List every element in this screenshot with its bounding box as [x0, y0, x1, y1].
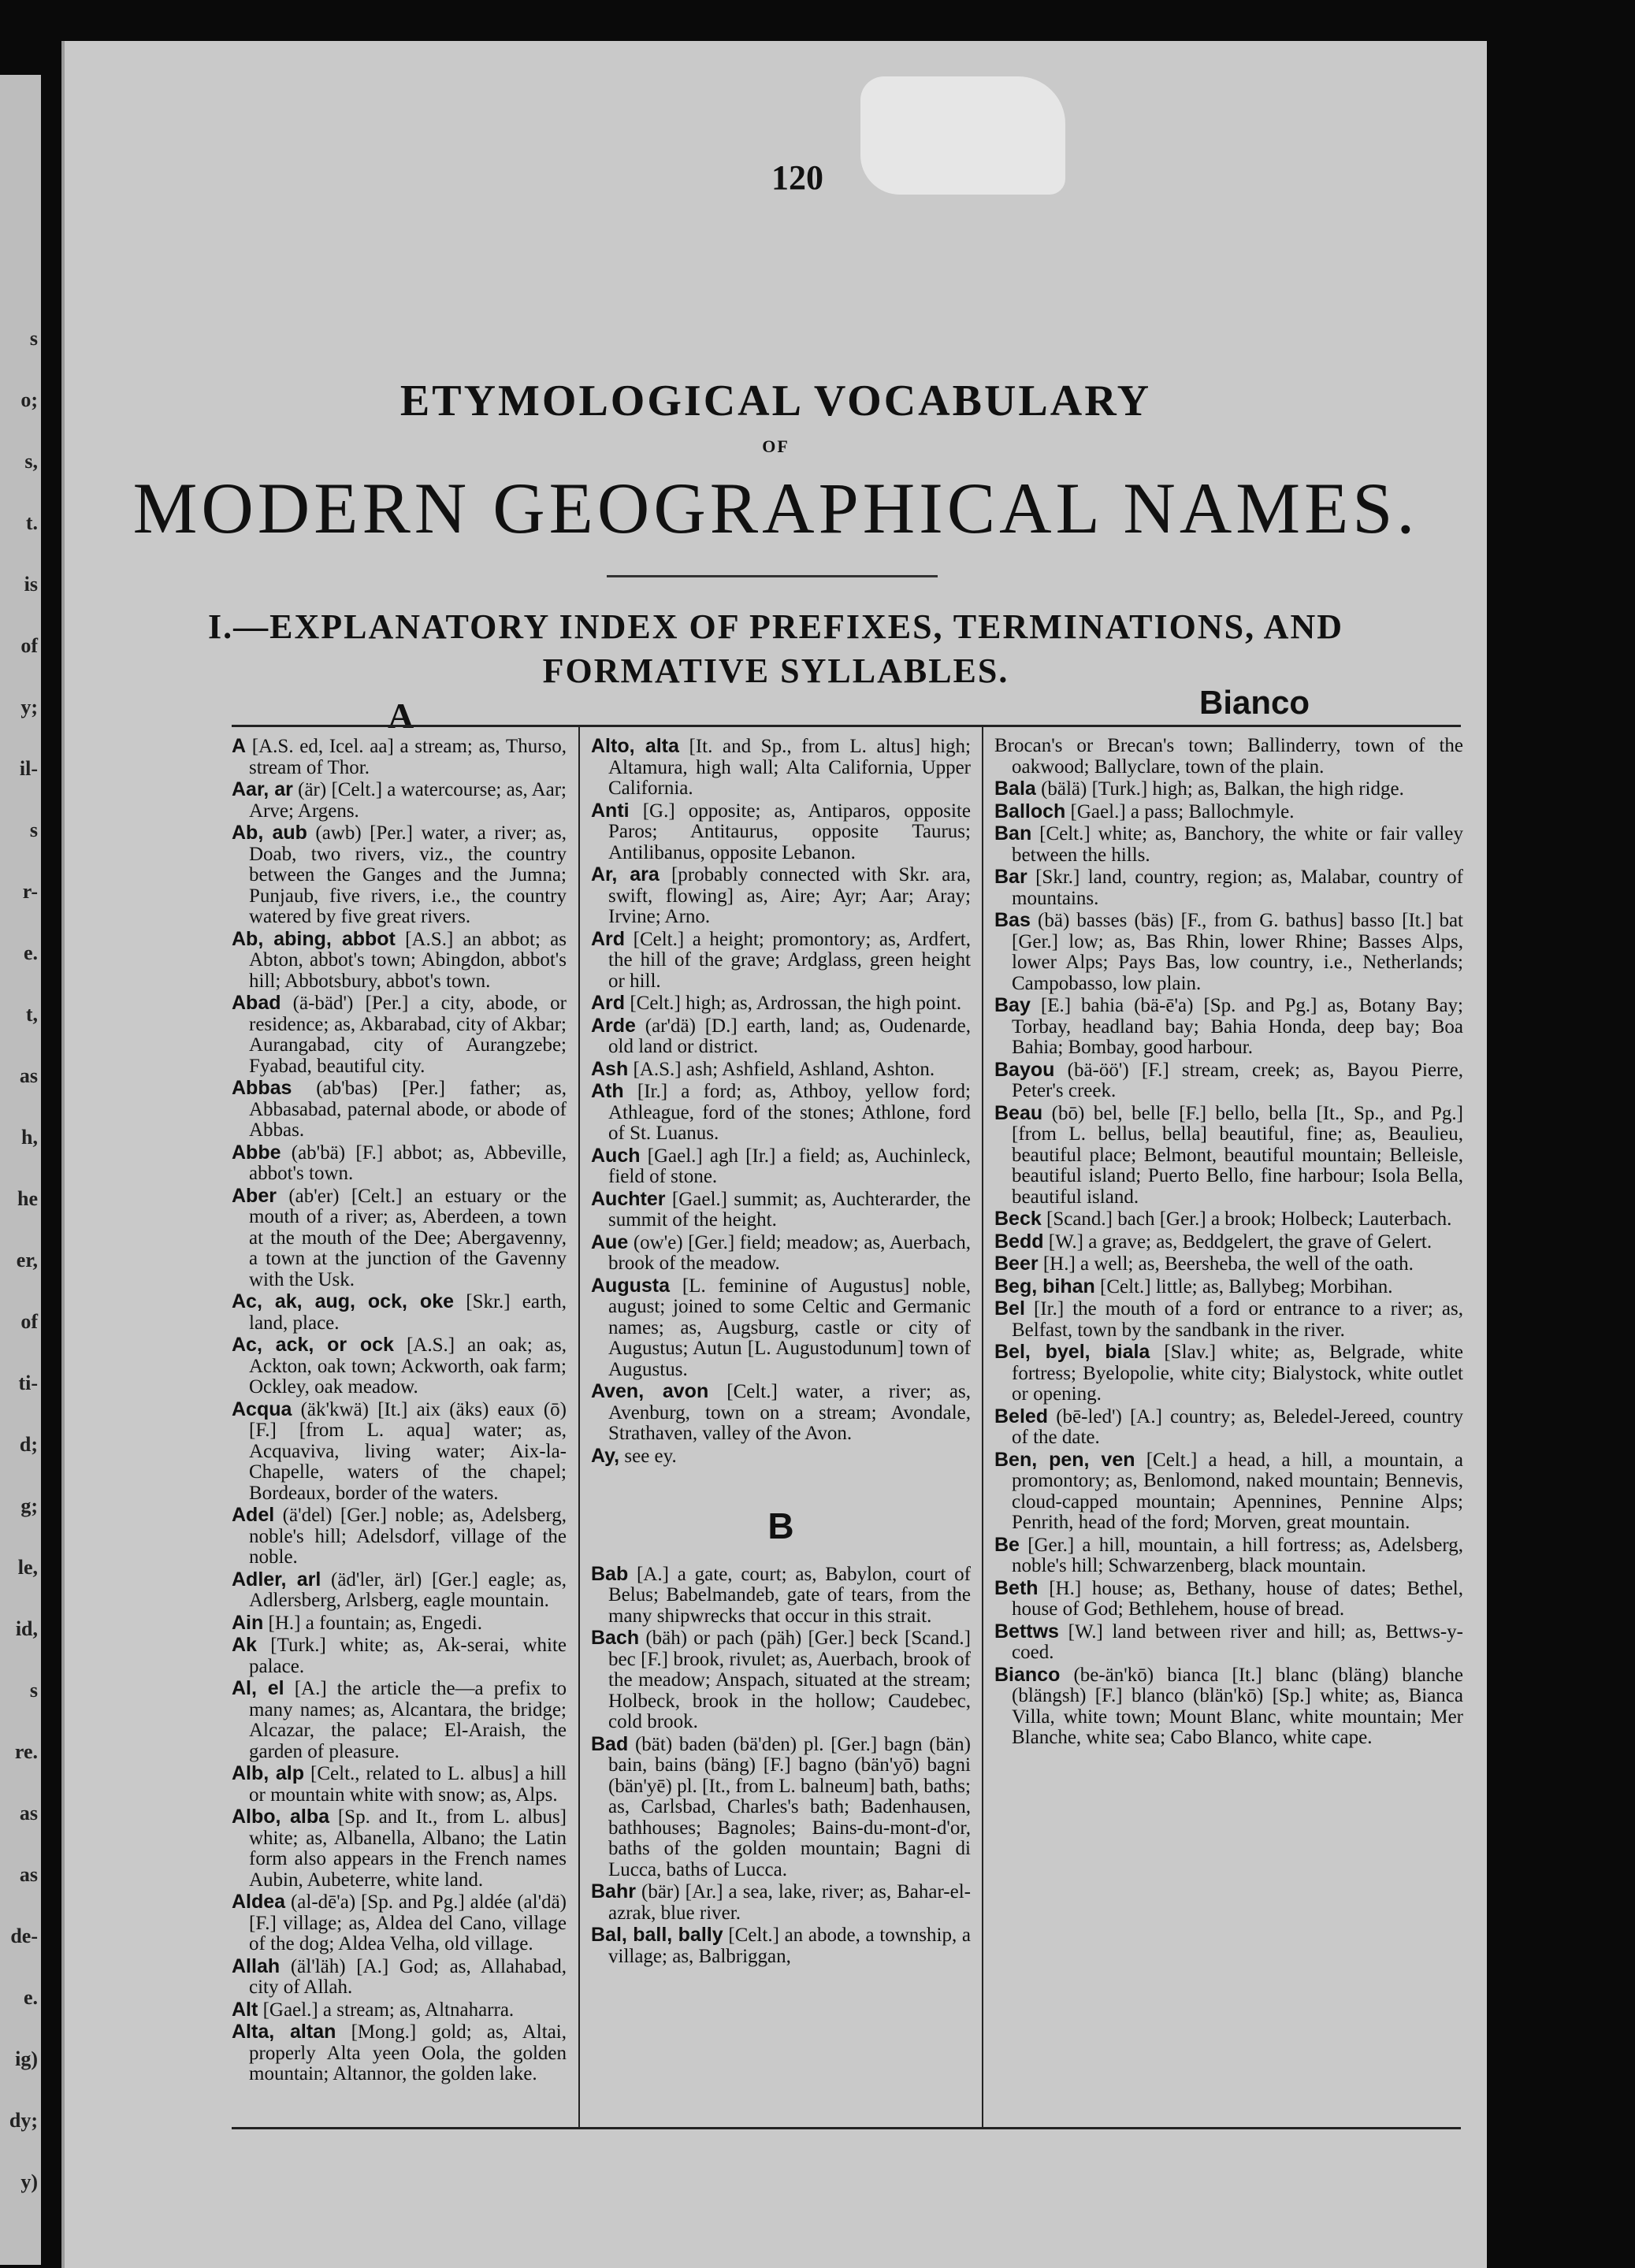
dictionary-entry — [591, 1015, 971, 1058]
margin-fragment: of — [20, 634, 38, 657]
dictionary-entry — [591, 864, 971, 928]
dictionary-entry — [232, 929, 567, 993]
dictionary-entry — [994, 1276, 1463, 1298]
margin-fragment: er, — [16, 1249, 38, 1271]
dictionary-entry — [994, 1535, 1463, 1577]
entry-definition: (ab'bas) [Per.] father; as, Abbasabad, paternal abode, or abode of Abbas. — [249, 1078, 567, 1141]
entry-definition: (ab'bä) [F.] abbot; as, Abbeville, abbot's town. — [249, 1141, 567, 1184]
entry-definition: [A.S.] ash; Ashfield, Ashland, Ashton. — [633, 1058, 935, 1080]
dictionary-entry — [591, 1925, 971, 1967]
margin-fragment: ti- — [18, 1372, 38, 1394]
entry-definition: [Celt.] a height; promontory; as, Ardfert, the hill of the grave; Ardglass, green height or hill. — [608, 928, 971, 992]
column-divider — [982, 725, 983, 2127]
entry-headword: Aldea — [232, 1891, 286, 1913]
entry-definition: (ab'er) [Celt.] an estuary or the mouth of a river; as, Aberdeen, a town at the mouth of the Dee; Abergavenny, a town at the junction of the Gavenny with the Usk. — [249, 1185, 567, 1290]
entry-headword: Balloch — [994, 800, 1066, 822]
dictionary-entry — [232, 1678, 567, 1762]
entry-headword: Ab, abing, abbot — [232, 927, 396, 950]
entry-definition: (ow'e) [Ger.] field; meadow; as, Auerbach, brook of the meadow. — [608, 1231, 972, 1274]
margin-fragment: de- — [10, 1925, 38, 1947]
entry-headword: Be — [994, 1533, 1020, 1556]
entry-definition: [Gael.] summit; as, Auchterarder, the summit of the height. — [608, 1188, 972, 1231]
entry-definition: [H.] a well; as, Beersheba, the well of the oath. — [1042, 1253, 1414, 1275]
dictionary-entry — [994, 1298, 1463, 1341]
entry-definition: [Celt., related to L. albus] a hill or mountain white with snow; as, Alps. — [249, 1763, 567, 1806]
dictionary-entry — [232, 1763, 567, 1806]
dictionary-entry — [232, 1186, 567, 1291]
entry-definition: [Mong.] gold; as, Altai, properly Alta yeen Oola, the golden mountain; Altannor, the golden lake. — [249, 2021, 567, 2084]
dictionary-entry — [232, 1613, 567, 1635]
column-header-letter: A — [388, 696, 414, 736]
bottom-rule — [232, 2127, 1461, 2129]
entry-definition: (awb) [Per.] water, a river; as, Doab, two rivers, viz., the country between the Ganges and the Jumna; Punjaub, five rivers, i.e., the country watered by five great rivers. — [249, 822, 567, 927]
title-line-1: ETYMOLOGICAL VOCABULARY — [399, 377, 1152, 425]
entry-headword: Alto, alta — [591, 735, 679, 757]
running-header-word: Bianco — [1199, 684, 1310, 721]
dictionary-entry — [232, 1399, 567, 1505]
dictionary-entry — [994, 1231, 1463, 1253]
entry-definition: (bät) baden (bä'den) pl. [Ger.] bagn (bän) bain, bains (bäng) [F.] bagno (bän'yō) bagni (bän'yē) pl. [It., from L. balneum] bath, baths; as, Carlsbad, Charles's bath; Badenhausen, bathhouses; Bagnoles; Bains-du-mont-d'or, baths of the golden mountain; Bagni di Lucca, baths of Lucca. — [608, 1733, 971, 1880]
torn-paper-patch — [860, 76, 1065, 195]
dictionary-entry — [232, 1334, 567, 1398]
page-number: 120 — [771, 158, 823, 197]
entry-headword: Beck — [994, 1208, 1042, 1230]
entry-headword: Ac, ack, or ock — [232, 1334, 394, 1356]
entry-definition: [It. and Sp., from L. altus] high; Altamura, high wall; Alta California, Upper California. — [608, 736, 972, 799]
entry-definition: [Celt.] high; as, Ardrossan, the high point. — [630, 993, 962, 1014]
dictionary-entry — [591, 1059, 971, 1081]
entry-headword: Bala — [994, 778, 1036, 800]
margin-fragment: re. — [14, 1740, 38, 1763]
entry-headword: Al, el — [232, 1677, 284, 1699]
entry-definition: (äl'läh) [A.] God; as, Allahabad, city of Allah. — [249, 1955, 567, 1998]
entry-definition: [Gael.] a stream; as, Altnaharra. — [262, 1999, 515, 2021]
margin-fragment: il- — [19, 757, 38, 780]
margin-fragment: le, — [17, 1556, 38, 1579]
entry-definition: (är) [Celt.] a watercourse; as, Aar; Arve; Argens. — [249, 779, 567, 822]
entry-definition: [Celt.] water, a river; as, Avenburg, town on a stream; Avondale, Strathaven, valley of the Avon. — [608, 1381, 972, 1444]
dictionary-entry — [994, 823, 1463, 866]
entry-definition: [A.] the article the—a prefix to many names; as, Alcantara, the bridge; Alcazar, the palace; El-Araish, the garden of pleasure. — [249, 1678, 567, 1762]
entry-definition: (bälä) [Turk.] high; as, Balkan, the high ridge. — [1041, 778, 1404, 800]
entry-headword: Albo, alba — [232, 1806, 330, 1828]
entry-headword: Auch — [591, 1144, 641, 1167]
margin-fragment: he — [17, 1187, 38, 1210]
entry-definition: (ä-bäd') [Per.] a city, abode, or residence; as, Akbarabad, city of Akbar; Aurangabad, city of Aurangzebe; Fyabad, beautiful city. — [249, 993, 567, 1077]
dictionary-entry — [994, 910, 1463, 994]
adjacent-page-strip — [0, 75, 41, 2265]
entry-definition: (äd'ler, ärl) [Ger.] eagle; as, Adlersberg, Arlsberg, eagle mountain. — [249, 1568, 567, 1611]
entry-headword: Abbas — [232, 1077, 292, 1099]
dictionary-entry — [232, 1891, 567, 1955]
entry-definition: [W.] land between river and hill; as, Bettws-y-coed. — [1012, 1620, 1463, 1663]
dictionary-entry — [591, 1446, 971, 1468]
dictionary-entry — [994, 1406, 1463, 1449]
dictionary-entry — [232, 1291, 567, 1334]
entry-headword: Anti — [591, 799, 630, 822]
entry-definition: [L. feminine of Augustus] noble, august; joined to some Celtic and Germanic names; as, Augsburg, castle or city of Augustus; Autun [L. Augustodunum] town of Augustus. — [608, 1275, 971, 1380]
dictionary-entry — [994, 1450, 1463, 1534]
margin-fragment: d; — [19, 1433, 38, 1456]
entry-headword: Arde — [591, 1014, 636, 1037]
dictionary-entry — [591, 1275, 971, 1381]
margin-fragment: s — [29, 327, 38, 350]
entry-definition: [A.S. ed, Icel. aa] a stream; as, Thurso, stream of Thor. — [249, 736, 567, 778]
entry-headword: Bal, ball, bally — [591, 1924, 723, 1946]
section-heading-line-1: I.—EXPLANATORY INDEX OF PREFIXES, TERMINATIONS, AND — [208, 607, 1343, 646]
dictionary-entry — [994, 1060, 1463, 1102]
margin-fragment: e. — [23, 1986, 38, 2009]
entry-definition: [Scand.] bach [Ger.] a brook; Holbeck; Lauterbach. — [1046, 1208, 1452, 1230]
dictionary-entry — [994, 1578, 1463, 1620]
margin-fragment: id, — [15, 1617, 38, 1640]
title-rule — [607, 575, 938, 577]
dictionary-entry — [232, 1505, 567, 1568]
dictionary-entry — [994, 1621, 1463, 1664]
entry-headword: Aar, ar — [232, 778, 293, 800]
section-heading-line-2: FORMATIVE SYLLABLES. — [542, 651, 1009, 690]
margin-fragment: t. — [25, 511, 38, 534]
dictionary-entry — [232, 2021, 567, 2085]
dictionary-entry — [591, 1381, 971, 1445]
margin-fragment: r- — [22, 880, 38, 903]
entry-headword: Aber — [232, 1184, 277, 1207]
entry-headword: Ard — [591, 927, 626, 950]
entry-definition: (ar'dä) [D.] earth, land; as, Oudenarde, old land or district. — [608, 1015, 972, 1057]
dictionary-entry — [994, 995, 1463, 1059]
entry-headword: Beau — [994, 1101, 1043, 1124]
dictionary-entry — [232, 1806, 567, 1891]
dictionary-entry — [232, 822, 567, 928]
entry-definition: [Ir.] the mouth of a ford or entrance to a river; as, Belfast, town by the sandbank in the river. — [1012, 1298, 1463, 1341]
column-3 — [994, 736, 1463, 1750]
dictionary-entry — [591, 1734, 971, 1881]
entry-headword: Bianco — [994, 1663, 1061, 1686]
entry-headword: A — [232, 735, 247, 757]
entry-headword: Allah — [232, 1954, 281, 1977]
dictionary-entry — [591, 800, 971, 864]
margin-fragment: ig) — [15, 2047, 38, 2070]
entry-headword: Beth — [994, 1576, 1039, 1599]
entry-definition: [Celt.] an abode, a township, a village; as, Balbriggan, — [608, 1925, 972, 1967]
book-page — [61, 41, 1487, 2268]
entry-definition: (be-än'kō) bianca [It.] blanc (bläng) blanche (blängsh) [F.] blanco (blän'kō) [Sp.] white; as, Bianca Villa, white town; Mount Blanc, white mountain; Mer Blanche, white sea; Cabo Blanco, white cape. — [1012, 1664, 1463, 1748]
entry-definition: [Skr.] land, country, region; as, Malabar, country of mountains. — [1012, 867, 1464, 909]
column-divider — [578, 725, 580, 2127]
top-rule — [232, 725, 1461, 727]
entry-headword: Bay — [994, 994, 1031, 1016]
entry-definition: [Sp. and It., from L. albus] white; as, Albanella, Albano; the Latin form also appears in the French names Aubin, Aubeterre, white land. — [249, 1806, 567, 1891]
dictionary-entry — [994, 1208, 1463, 1231]
margin-fragment: e. — [23, 941, 38, 964]
margin-fragment: s — [29, 818, 38, 841]
entry-definition: [A.] a gate, court; as, Babylon, court of Belus; Babelmandeb, gate of tears, from the many shipwrecks that occur in this strait. — [608, 1563, 971, 1627]
entry-headword: Ak — [232, 1634, 257, 1656]
entry-headword: Beled — [994, 1405, 1049, 1427]
entry-headword: Beer — [994, 1253, 1039, 1275]
entry-headword: Ay, — [591, 1444, 620, 1467]
entry-headword: Bad — [591, 1732, 629, 1755]
entry-definition: (ä'del) [Ger.] noble; as, Adelsberg, noble's hill; Adelsdorf, village of the noble. — [249, 1505, 567, 1568]
margin-fragment: of — [20, 1310, 38, 1333]
column-1 — [232, 736, 567, 2086]
entry-headword: Ard — [591, 992, 626, 1014]
entry-headword: Bedd — [994, 1230, 1044, 1253]
entry-headword: Ar, ara — [591, 863, 660, 885]
entry-definition: [Celt.] white; as, Banchory, the white or fair valley between the hills. — [1012, 823, 1463, 866]
entry-definition: [Slav.] white; as, Belgrade, white fortress; Byelopolie, white city; Bialystock, white outlet or opening. — [1012, 1342, 1464, 1405]
dictionary-entry — [994, 801, 1463, 823]
entry-headword: Ban — [994, 822, 1032, 844]
dictionary-entry — [591, 736, 971, 800]
entry-definition: [probably connected with Skr. ara, swift, flowing] as, Aire; Ayr; Aar; Aray; Irvine; Arno. — [608, 864, 971, 927]
entry-headword: Alta, altan — [232, 2021, 336, 2043]
dictionary-entry — [994, 1253, 1463, 1275]
entry-definition: [Celt.] a head, a hill, a mountain, a promontory; as, Benlomond, naked mountain; Bennevis, cloud-capped mountain; Apennines, Pennine Alps; Penrith, head of the ford; Morven, great mountain. — [1012, 1449, 1463, 1533]
dictionary-entry — [232, 779, 567, 822]
entry-headword: Bettws — [994, 1620, 1059, 1643]
entry-definition: [Ir.] a ford; as, Athboy, yellow ford; Athleague, ford of the stones; Athlone, ford of St. Luanus. — [608, 1081, 971, 1144]
dictionary-entry — [591, 1881, 971, 1924]
entry-headword: Ab, aub — [232, 822, 307, 844]
entry-definition: (bär) [Ar.] a sea, lake, river; as, Bahar-el-azrak, blue river. — [608, 1881, 972, 1924]
dictionary-entry — [591, 929, 971, 993]
dictionary-entry — [591, 1189, 971, 1231]
title-line-2: MODERN GEOGRAPHICAL NAMES. — [132, 468, 1419, 548]
entry-headword: Bar — [994, 866, 1027, 888]
dictionary-entry — [591, 993, 971, 1015]
margin-fragment: s — [29, 1679, 38, 1702]
entry-definition: [Turk.] white; as, Ak-serai, white palace. — [249, 1635, 567, 1677]
margin-fragment: y; — [20, 696, 38, 718]
entry-definition: (bē-led') [A.] country; as, Beledel-Jereed, country of the date. — [1012, 1405, 1463, 1448]
entry-definition: see ey. — [624, 1445, 677, 1467]
entry-definition: [Celt.] little; as, Ballybeg; Morbihan. — [1100, 1275, 1393, 1297]
dictionary-entry — [232, 1569, 567, 1612]
dictionary-entry — [232, 1142, 567, 1185]
dictionary-entry — [591, 1232, 971, 1275]
entry-headword: Alb, alp — [232, 1762, 305, 1784]
margin-fragment: as — [19, 1064, 38, 1087]
entry-definition: [G.] opposite; as, Antiparos, opposite Paros; Antitaurus, opposite Taurus; Antilibanus, opposite Lebanon. — [608, 800, 971, 863]
margin-fragment: o; — [20, 388, 38, 411]
entry-definition: [A.S.] an oak; as, Ackton, oak town; Ackworth, oak farm; Ockley, oak meadow. — [249, 1334, 567, 1398]
entry-headword: Alt — [232, 1998, 258, 2021]
entry-definition: (bō) bel, belle [F.] bello, bella [It., Sp., and Pg.] [from L. bellus, bella] beautiful, fine; as, Beaulieu, beautiful place; Belmont, beautiful mountain; Belleisle, beautiful island; Puerto Bello, fine harbour; Isola Bella, beautiful island. — [1012, 1102, 1463, 1208]
entry-definition: (bä-öö') [F.] stream, creek; as, Bayou Pierre, Peter's creek. — [1012, 1059, 1463, 1101]
dictionary-entry — [232, 736, 567, 778]
entry-headword: Ash — [591, 1057, 629, 1080]
dictionary-entry — [994, 1342, 1463, 1405]
entry-headword: Adler, arl — [232, 1568, 321, 1591]
entry-headword: Abad — [232, 992, 281, 1014]
dictionary-entry — [232, 1956, 567, 1999]
entry-headword: Aven, avon — [591, 1380, 709, 1402]
dictionary-entry — [232, 1635, 567, 1677]
entry-definition: (al-dē'a) [Sp. and Pg.] aldée (al'dä) [F.] village; as, Aldea del Cano, village of the dog; Aldea Velha, old village. — [249, 1891, 567, 1954]
entry-headword: Ben, pen, ven — [994, 1448, 1135, 1471]
entry-definition: [Skr.] earth, land, place. — [249, 1291, 567, 1334]
entry-headword: Bel — [994, 1297, 1025, 1320]
title-of: OF — [762, 436, 790, 456]
dictionary-entry — [994, 736, 1463, 778]
entry-definition: (äk'kwä) [It.] aix (äks) eaux (ō) [F.] [from L. aqua] water; as, Acquaviva, living water; Aix-la-Chapelle, waters of the chapel; Bordeaux, border of the waters. — [249, 1398, 567, 1504]
entry-headword: Bayou — [994, 1058, 1055, 1081]
entry-definition: [Gael.] a pass; Ballochmyle. — [1070, 800, 1295, 822]
entry-headword: Bab — [591, 1562, 629, 1585]
dictionary-entry — [994, 1665, 1463, 1749]
margin-fragment: dy; — [9, 2109, 38, 2132]
entry-definition: [W.] a grave; as, Beddgelert, the grave of Gelert. — [1048, 1231, 1432, 1253]
entry-headword: Augusta — [591, 1274, 670, 1297]
margin-fragment: y) — [20, 2170, 38, 2193]
entry-headword: Beg, bihan — [994, 1275, 1095, 1297]
entry-headword: Abbe — [232, 1141, 281, 1164]
entry-headword: Aue — [591, 1231, 629, 1253]
entry-definition: Brocan's or Brecan's town; Ballinderry, town of the oakwood; Ballyclare, town of the plain. — [994, 735, 1463, 778]
margin-fragment: g; — [20, 1494, 38, 1517]
entry-headword: Bahr — [591, 1880, 636, 1902]
column-2 — [591, 736, 971, 1968]
entry-definition: (bä) basses (bäs) [F., from G. bathus] basso [It.] bat [Ger.] low; as, Bas Rhin, lower Rhine; Basses Alps, lower Alps; Pays Bas, low country, i.e., Netherlands; Campobasso, low plain. — [1012, 910, 1464, 994]
dictionary-entry — [591, 1145, 971, 1188]
margin-fragment: t, — [25, 1003, 38, 1026]
entry-headword: Acqua — [232, 1398, 292, 1420]
dictionary-entry — [591, 1081, 971, 1145]
dictionary-entry — [994, 867, 1463, 909]
entry-headword: Adel — [232, 1504, 275, 1526]
dictionary-entry — [591, 1564, 971, 1628]
entry-headword: Ath — [591, 1080, 624, 1102]
dictionary-entry — [232, 1999, 567, 2021]
margin-fragment: s, — [24, 450, 38, 473]
entry-headword: Ain — [232, 1611, 264, 1634]
entry-headword: Ac, ak, aug, ock, oke — [232, 1290, 454, 1312]
entry-headword: Bas — [994, 909, 1031, 931]
dictionary-entry — [994, 1103, 1463, 1208]
margin-fragment: h, — [21, 1126, 38, 1149]
dictionary-entry — [994, 778, 1463, 800]
margin-fragment: as — [19, 1863, 38, 1886]
dictionary-entry — [232, 1078, 567, 1141]
entry-headword: Auchter — [591, 1187, 666, 1210]
entry-definition: [H.] a fountain; as, Engedi. — [268, 1612, 482, 1634]
entry-definition: [E.] bahia (bä-ē'a) [Sp. and Pg.] as, Botany Bay; Torbay, headland bay; Bahia Honda, deep bay; Boa Bahia; Bombay, good harbour. — [1012, 995, 1463, 1058]
dictionary-entry — [232, 993, 567, 1077]
margin-fragment: as — [19, 1802, 38, 1824]
entry-definition: (bäh) or pach (päh) [Ger.] beck [Scand.] bec [F.] brook, rivulet; as, Auerbach, brook of the meadow; Anspach, situated at the stream; Holbeck, brook in the hollow; Caudebec, cold brook. — [608, 1628, 971, 1732]
entry-definition: [Gael.] agh [Ir.] a field; as, Auchinleck, field of stone. — [608, 1145, 971, 1187]
entry-definition: [A.S.] an abbot; as Abton, abbot's town; Abingdon, abbot's hill; Abbotsbury, abbot's town. — [249, 928, 567, 992]
dictionary-entry — [591, 1628, 971, 1733]
entry-definition: [H.] house; as, Bethany, house of dates; Bethel, house of God; Bethlehem, house of bread. — [1012, 1577, 1463, 1620]
entry-headword: Bach — [591, 1627, 640, 1649]
entry-headword: Bel, byel, biala — [994, 1341, 1150, 1363]
entry-definition: [Ger.] a hill, mountain, a hill fortress; as, Adelsberg, noble's hill; Schwarzenberg, black mountain. — [1012, 1534, 1463, 1576]
margin-fragment: is — [24, 573, 38, 596]
letter-b-heading: B — [767, 1505, 794, 1546]
